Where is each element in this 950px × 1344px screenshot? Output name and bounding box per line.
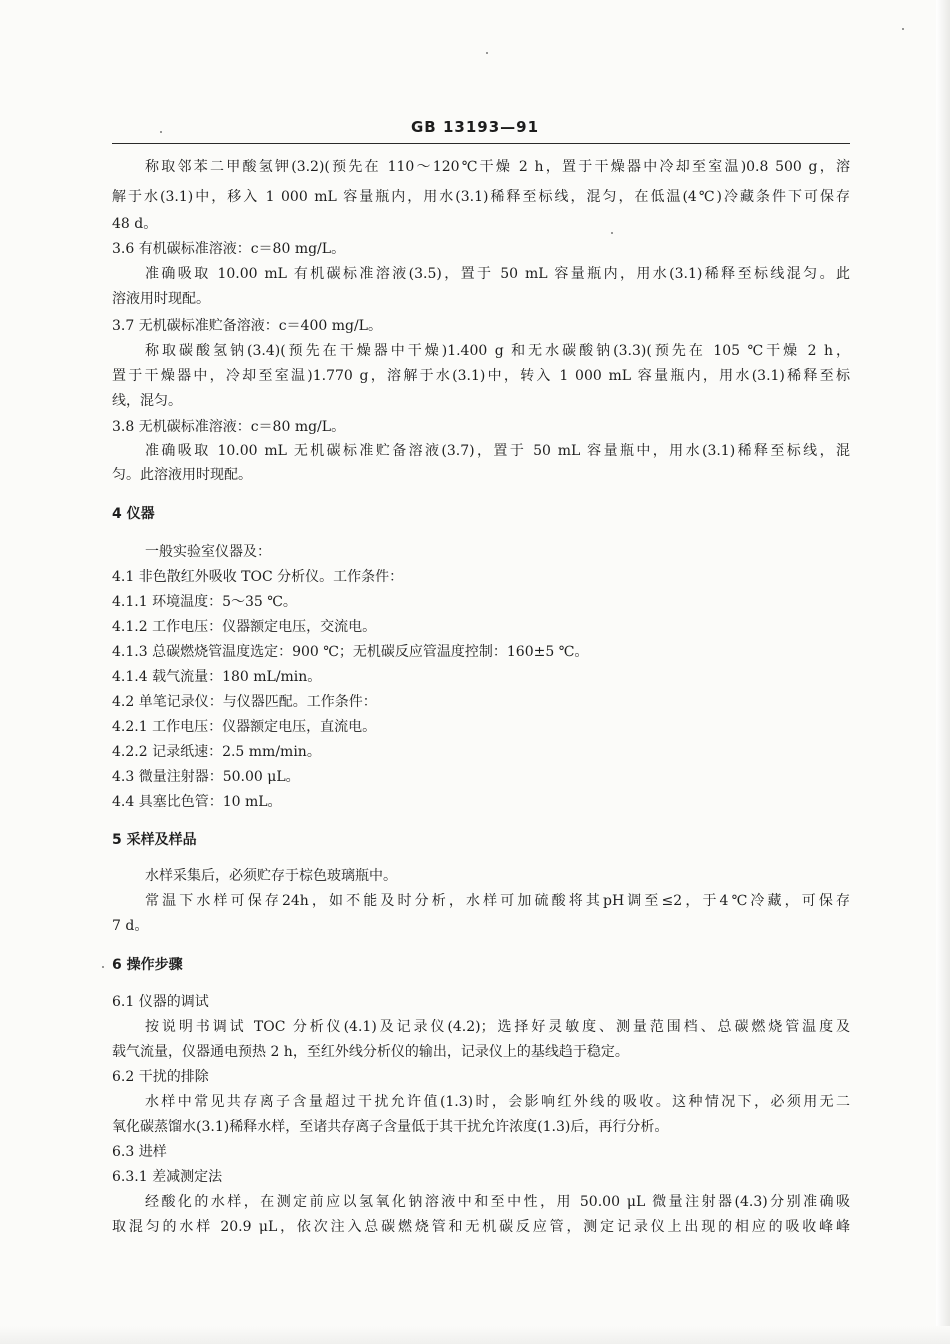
clause-4-1: 4.1 非色散红外吸收 TOC 分析仪。工作条件：: [112, 569, 404, 585]
clause-4-1-1: 4.1.1 环境温度：5～35 ℃。: [112, 594, 297, 610]
clause-4-4: 4.4 具塞比色管：10 mL。: [112, 794, 282, 810]
paragraph-line: 取混匀的水样 20.9 μL，依次注入总碳燃烧管和无机碳反应管，测定记录仪上出现的相应的吸收峰峰: [112, 1219, 850, 1235]
paragraph-line: 线，混匀。: [112, 393, 182, 409]
paragraph-line: 称取碳酸氢钠(3.4)(预先在干燥器中干燥)1.400 g 和无水碳酸钠(3.3)(预先在 105 ℃干燥 2 h，: [145, 343, 850, 359]
scan-edge-shadow: [936, 0, 950, 1344]
paragraph-line: 按说明书调试 TOC 分析仪(4.1)及记录仪(4.2)；选择好灵敏度、测量范围档、总碳燃烧管温度及: [145, 1019, 850, 1035]
clause-4-1-4: 4.1.4 载气流量：180 mL/min。: [112, 669, 322, 685]
scan-speck: [160, 131, 162, 133]
clause-4-2: 4.2 单笔记录仪：与仪器匹配。工作条件：: [112, 694, 377, 710]
clause-4-2-1: 4.2.1 工作电压：仪器额定电压，直流电。: [112, 719, 377, 735]
clause-heading-3-6: 3.6 有机碳标准溶液：c＝80 mg/L。: [112, 241, 346, 257]
clause-6-1: 6.1 仪器的调试: [112, 994, 209, 1010]
clause-4-1-3: 4.1.3 总碳燃烧管温度选定：900 ℃；无机碳反应管温度控制：160±5 ℃。: [112, 644, 589, 660]
paragraph-line: 准确吸取 10.00 mL 有机碳标准溶液(3.5)，置于 50 mL 容量瓶内，用水(3.1)稀释至标线混匀。此: [145, 266, 850, 282]
section-heading-4: 4 仪器: [112, 506, 155, 522]
scan-speck: [902, 28, 904, 30]
paragraph-line: 48 d。: [112, 216, 158, 232]
clause-6-3: 6.3 进样: [112, 1144, 167, 1160]
clause-4-1-2: 4.1.2 工作电压：仪器额定电压，交流电。: [112, 619, 377, 635]
paragraph-line: 称取邻苯二甲酸氢钾(3.2)(预先在 110～120℃干燥 2 h，置于干燥器中冷却至室温)0.8 500 g，溶: [145, 159, 850, 175]
clause-heading-3-8: 3.8 无机碳标准溶液：c＝80 mg/L。: [112, 419, 346, 435]
paragraph-line: 水样采集后，必须贮存于棕色玻璃瓶中。: [145, 868, 397, 884]
paragraph-line: 氧化碳蒸馏水(3.1)稀释水样，至诸共存离子含量低于其干扰允许浓度(1.3)后，再行分析。: [112, 1119, 669, 1135]
section-heading-6: 6 操作步骤: [112, 957, 183, 973]
standard-number-header: GB 13193—91: [410, 118, 540, 136]
scan-speck: [486, 52, 488, 54]
scan-edge-shadow: [0, 1326, 950, 1344]
paragraph-line: 水样中常见共存离子含量超过干扰允许值(1.3)时，会影响红外线的吸收。这种情况下，必须用无二: [145, 1094, 850, 1110]
paragraph-line: 载气流量，仪器通电预热 2 h，至红外线分析仪的输出，记录仪上的基线趋于稳定。: [112, 1044, 629, 1060]
paragraph-line: 经酸化的水样，在测定前应以氢氧化钠溶液中和至中性，用 50.00 μL 微量注射器(4.3)分别准确吸: [145, 1194, 850, 1210]
section-heading-5: 5 采样及样品: [112, 832, 197, 848]
paragraph-line: 常温下水样可保存24h，如不能及时分析，水样可加硫酸将其pH调至≤2，于4℃冷藏，可保存: [145, 893, 850, 909]
paragraph-line: 解于水(3.1)中，移入 1 000 mL 容量瓶内，用水(3.1)稀释至标线，混匀，在低温(4℃)冷藏条件下可保存: [112, 189, 850, 205]
clause-heading-3-7: 3.7 无机碳标准贮备溶液：c＝400 mg/L。: [112, 318, 382, 334]
paragraph-line: 置于干燥器中，冷却至室温)1.770 g，溶解于水(3.1)中，转入 1 000 mL 容量瓶内，用水(3.1)稀释至标: [112, 368, 850, 384]
scan-speck: [611, 232, 613, 234]
clause-6-3-1: 6.3.1 差减测定法: [112, 1169, 223, 1185]
clause-6-2: 6.2 干扰的排除: [112, 1069, 209, 1085]
scan-speck: [102, 966, 104, 968]
paragraph-line: 溶液用时现配。: [112, 291, 210, 307]
header-rule: [112, 143, 850, 144]
paragraph-line: 准确吸取 10.00 mL 无机碳标准贮备溶液(3.7)，置于 50 mL 容量瓶中，用水(3.1)稀释至标线，混: [145, 443, 850, 459]
clause-4-3: 4.3 微量注射器：50.00 μL。: [112, 769, 300, 785]
paragraph-line: 7 d。: [112, 918, 149, 934]
paragraph-line: 匀。此溶液用时现配。: [112, 467, 252, 483]
paragraph-line: 一般实验室仪器及：: [145, 544, 271, 560]
clause-4-2-2: 4.2.2 记录纸速：2.5 mm/min。: [112, 744, 321, 760]
